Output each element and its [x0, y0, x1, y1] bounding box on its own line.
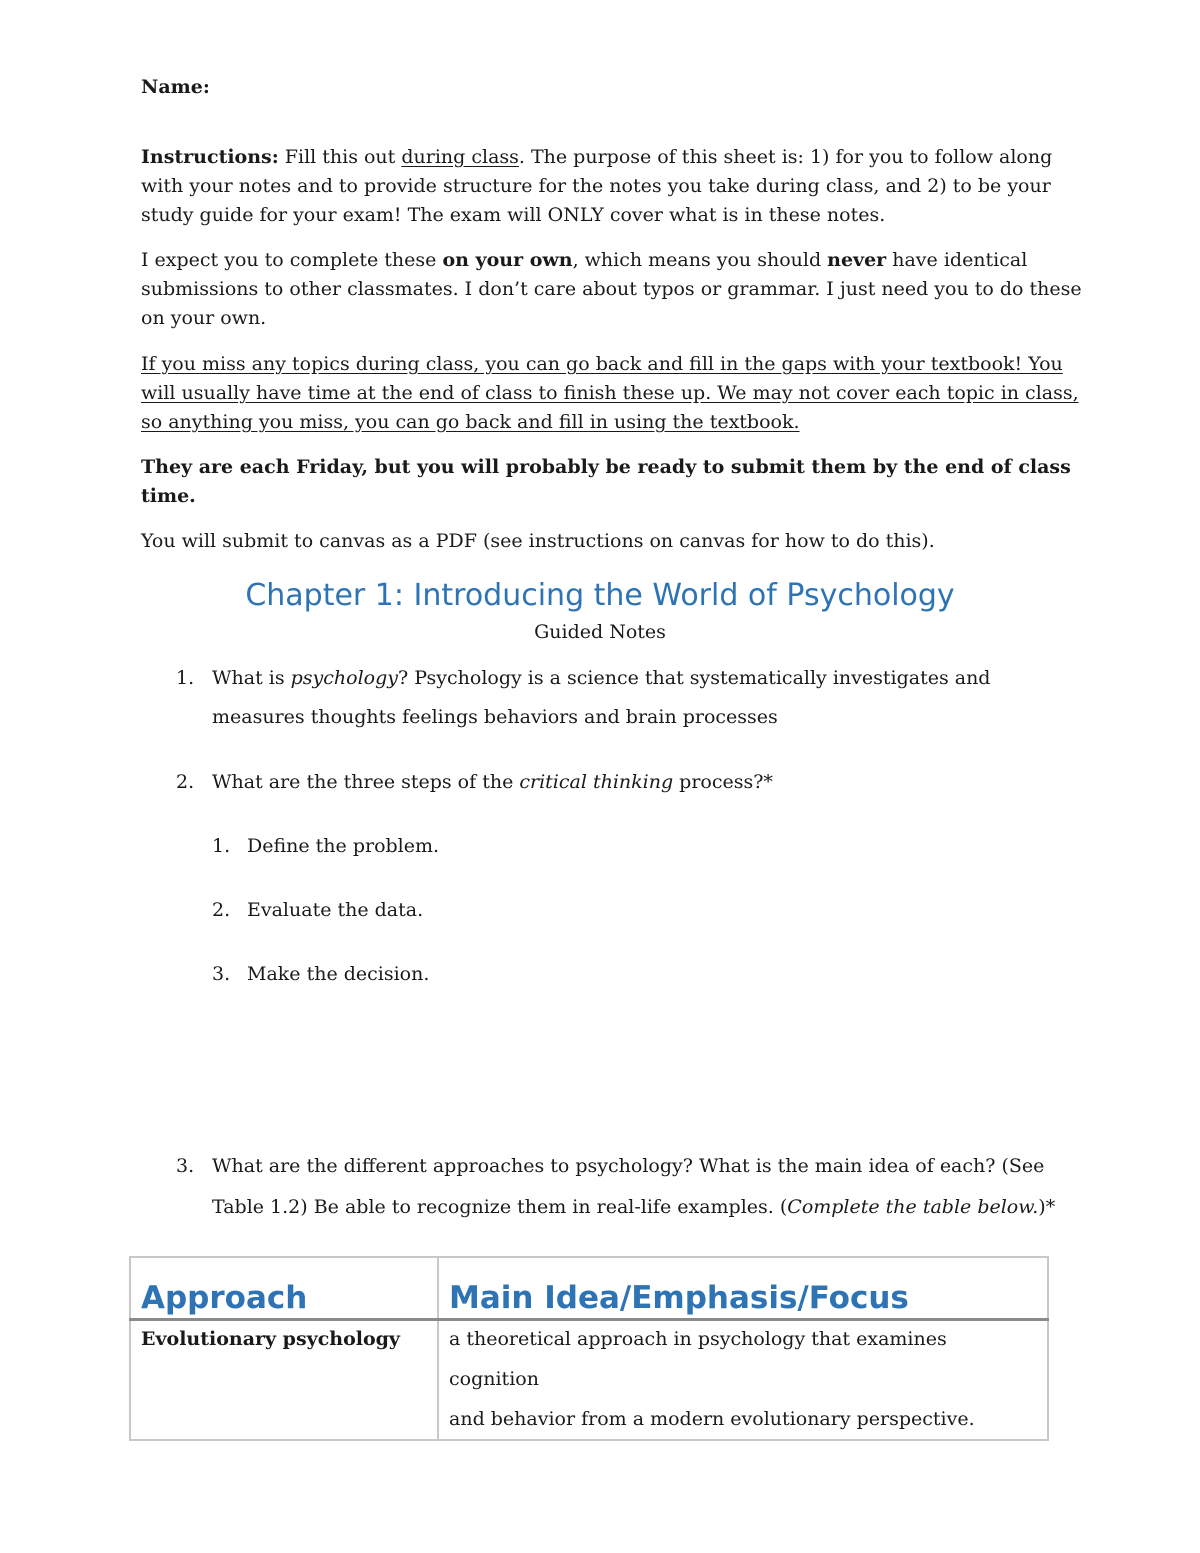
q1-number: 1. [176, 667, 195, 689]
step-text: Evaluate the data. [247, 899, 424, 921]
q1-line-1 [212, 666, 990, 690]
table-cell-idea [438, 1320, 1048, 1441]
idea-line-1: a theoretical approach in psychology that examines cognition [449, 1328, 947, 1390]
q1-text-b: ? Psychology is a science that systematically investigates and [398, 667, 991, 689]
q2-italic-term: critical thinking [519, 771, 674, 793]
q3-text-a: Table 1.2) Be able to recognize them in real-life examples. ( [212, 1196, 788, 1218]
q1-answer: measures thoughts feelings behaviors and brain processes [212, 706, 778, 728]
table-cell-approach [130, 1320, 438, 1441]
own-bold-on-your-own: on your own [442, 249, 573, 271]
q1-text-a: What is [212, 667, 291, 689]
table-header-row [130, 1257, 1048, 1320]
q3-italic-note: Complete the table below. [787, 1196, 1039, 1218]
step-number: 3. [212, 963, 231, 985]
q3-number: 3. [176, 1155, 195, 1177]
q2-text-a: What are the three steps of the [212, 771, 520, 793]
q2-line-1 [212, 770, 773, 794]
step-text: Define the problem. [247, 835, 440, 857]
instructions-text-cont: . The purpose of this sheet is: 1) for you to follow along [518, 146, 1053, 168]
table-header-cell: Main Idea/Emphasis/Focus [438, 1257, 1048, 1320]
instructions-text: Fill this out [278, 146, 402, 168]
submit-line: You will submit to canvas as a PDF (see instructions on canvas for how to do this). [141, 530, 935, 552]
q3-line-2 [212, 1195, 1055, 1219]
q3-line-1: What are the different approaches to psychology? What is the main idea of each? (See [212, 1155, 1045, 1177]
own-text-c: , which means you should [572, 249, 828, 271]
own-line-3: on your own. [141, 307, 267, 329]
during-class-underline: during class [401, 146, 519, 168]
chapter-title: Chapter 1: Introducing the World of Psychology [245, 578, 955, 613]
gaps-line-3: so anything you miss, you can go back and fill in using the textbook. [141, 411, 800, 433]
q2-text-b: process?* [673, 771, 773, 793]
friday-line-1: They are each Friday, but you will probably be ready to submit them by the end of class [141, 456, 1071, 478]
step-text: Make the decision. [247, 963, 430, 985]
q2-number: 2. [176, 771, 195, 793]
instructions-label: Instructions: [141, 146, 279, 168]
idea-line-2: and behavior from a modern evolutionary perspective. [449, 1408, 975, 1430]
step-number: 2. [212, 899, 231, 921]
q1-italic-term: psychology [290, 667, 399, 689]
q3-text-b: )* [1038, 1196, 1056, 1218]
gaps-line-2: will usually have time at the end of class to finish these up. We may not cover each topic in class, [141, 382, 1079, 404]
gaps-line-1: If you miss any topics during class, you can go back and fill in the gaps with your textbook! You [141, 353, 1063, 375]
name-label: Name: [141, 76, 210, 98]
instructions-line-1 [141, 145, 1052, 169]
table-header-cell: Approach [130, 1257, 438, 1320]
approaches-table [129, 1256, 1049, 1441]
own-bold-never: never [827, 249, 887, 271]
chapter-subtitle: Guided Notes [534, 621, 666, 643]
own-line-2: submissions to other classmates. I don’t care about typos or grammar. I just need you to do these [141, 278, 1082, 300]
own-text-a: I expect you to complete these [141, 249, 443, 271]
approach-name: Evolutionary psychology [141, 1328, 400, 1350]
step-number: 1. [212, 835, 231, 857]
own-text-d: have identical [886, 249, 1028, 271]
table-row [130, 1320, 1048, 1441]
friday-line-2: time. [141, 485, 196, 507]
instructions-line-3: study guide for your exam! The exam will ONLY cover what is in these notes. [141, 204, 886, 226]
own-line-1 [141, 248, 1027, 272]
instructions-line-2: with your notes and to provide structure for the notes you take during class, and 2) to be your [141, 175, 1051, 197]
